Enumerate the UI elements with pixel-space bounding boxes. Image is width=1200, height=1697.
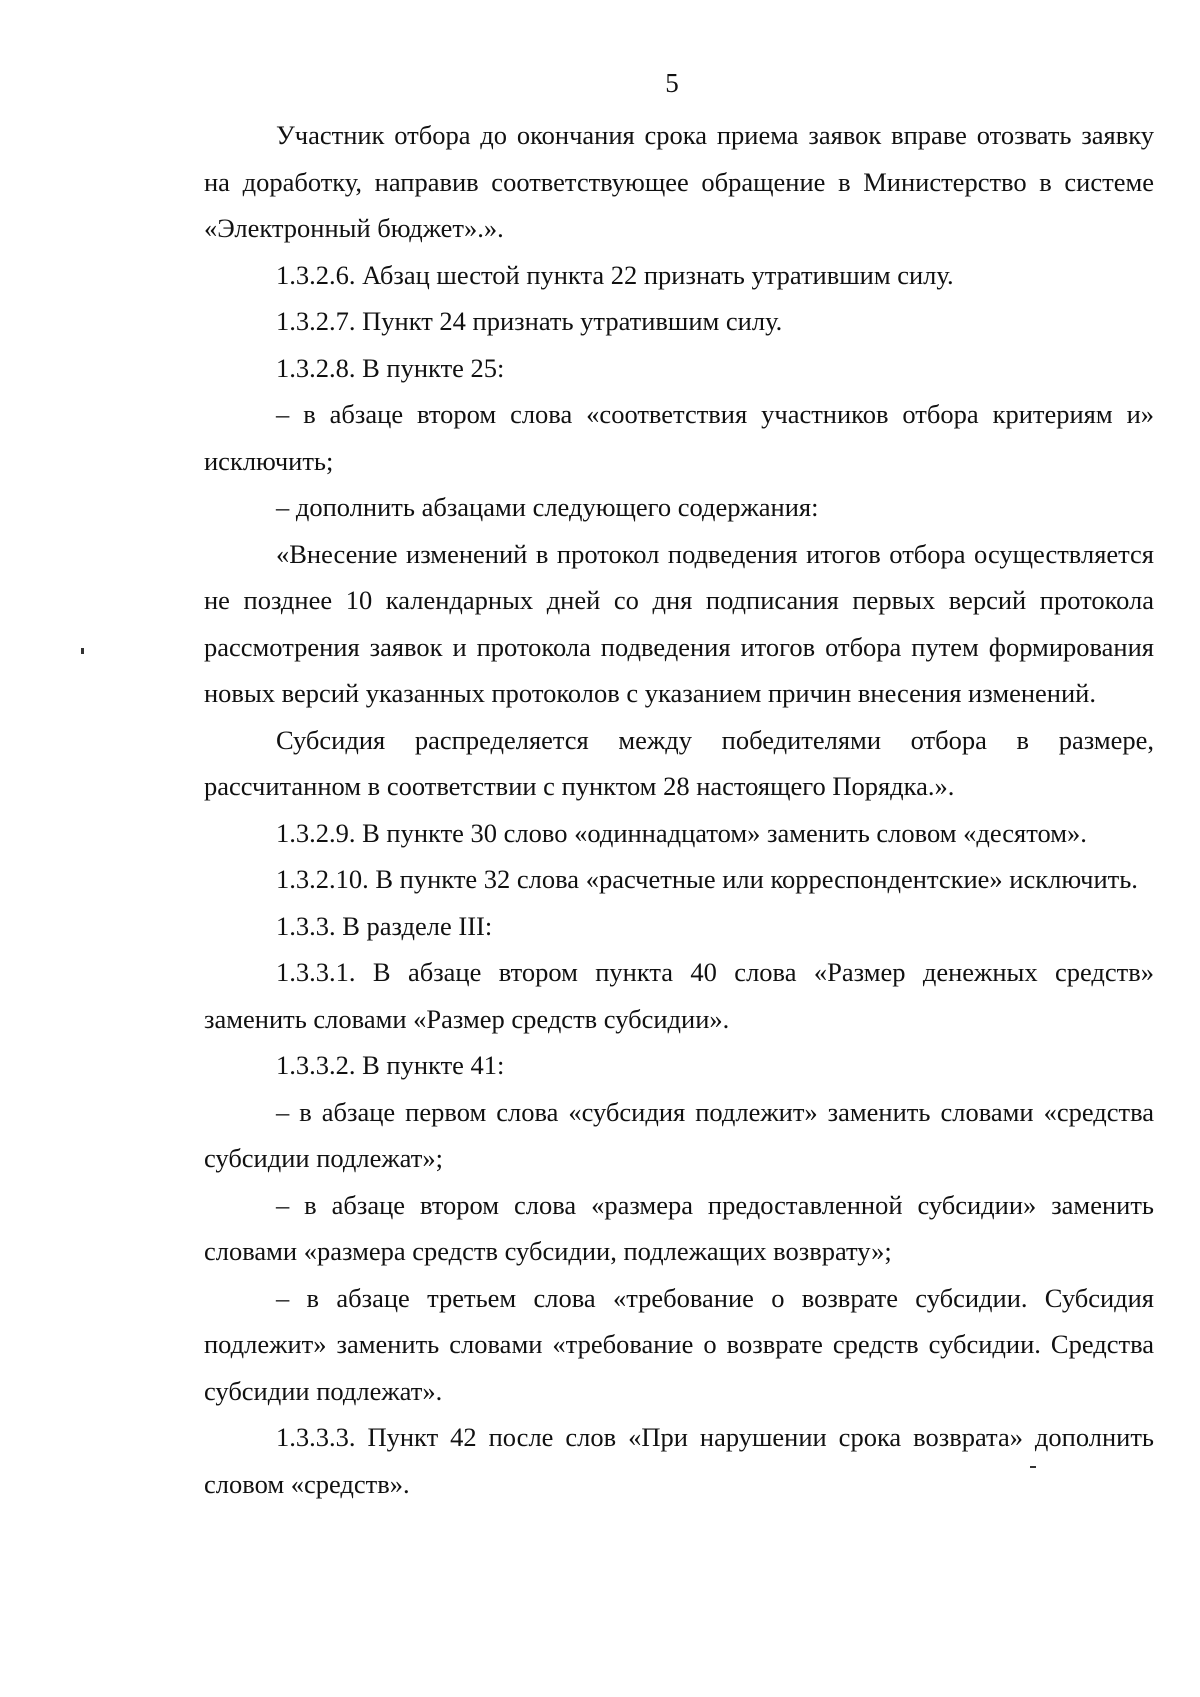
paragraph: 1.3.2.9. В пункте 30 слово «одиннадцатом» заменить словом «десятом». bbox=[276, 817, 1087, 848]
paragraph: Участник отбора до окончания срока приема заявок вправе отозвать заявку на доработку, направив соответствующее обращение в Министерство в системе «Электронный бюджет».». bbox=[204, 120, 1154, 243]
paragraph: 1.3.3.1. В абзаце втором пункта 40 слова «Размер денежных средств» заменить словами «Размер средств субсидии». bbox=[204, 957, 1154, 1034]
page-number: 5 bbox=[665, 68, 679, 98]
paragraph: – в абзаце втором слова «соответствия участников отбора критериям и» исключить; bbox=[204, 399, 1154, 476]
paragraph: 1.3.2.8. В пункте 25: bbox=[276, 352, 505, 383]
scan-artifact bbox=[1030, 1466, 1036, 1468]
paragraph: 1.3.3.2. В пункте 41: bbox=[276, 1050, 505, 1080]
paragraph: Субсидия распределяется между победителями отбора в размере, рассчитанном в соответствии с пунктом 28 настоящего Порядка.». bbox=[204, 724, 1154, 801]
paragraph: – в абзаце третьем слова «требование о возврате субсидии. Субсидия подлежит» заменить словами «требование о возврате средств субсидии. Средства субсидии подлежат». bbox=[204, 1282, 1154, 1406]
document-body bbox=[204, 112, 1154, 1507]
paragraph: 1.3.2.6. Абзац шестой пункта 22 признать утратившим силу. bbox=[276, 259, 954, 290]
paragraph: – дополнить абзацами следующего содержания: bbox=[276, 492, 819, 522]
scan-artifact bbox=[81, 648, 84, 654]
paragraph: 1.3.2.7. Пункт 24 признать утратившим силу. bbox=[276, 306, 783, 336]
paragraph: 1.3.3. В разделе III: bbox=[276, 910, 493, 941]
paragraph: 1.3.3.3. Пункт 42 после слов «При нарушении срока возврата» дополнить словом «средств». bbox=[204, 1422, 1154, 1499]
paragraph: – в абзаце первом слова «субсидия подлежит» заменить словами «средства субсидии подлежат»; bbox=[204, 1096, 1154, 1173]
paragraph: – в абзаце втором слова «размера предоставленной субсидии» заменить словами «размера средств субсидии, подлежащих возврату»; bbox=[204, 1189, 1154, 1266]
paragraph: 1.3.2.10. В пункте 32 слова «расчетные или корреспондентские» исключить. bbox=[276, 864, 1138, 894]
paragraph: «Внесение изменений в протокол подведения итогов отбора осуществляется не позднее 10 календарных дней со дня подписания первых версий протокола рассмотрения заявок и протокола подведения итогов отбора путем формирования новых версий указанных протоколов с указанием причин внесения изменений. bbox=[204, 538, 1154, 708]
